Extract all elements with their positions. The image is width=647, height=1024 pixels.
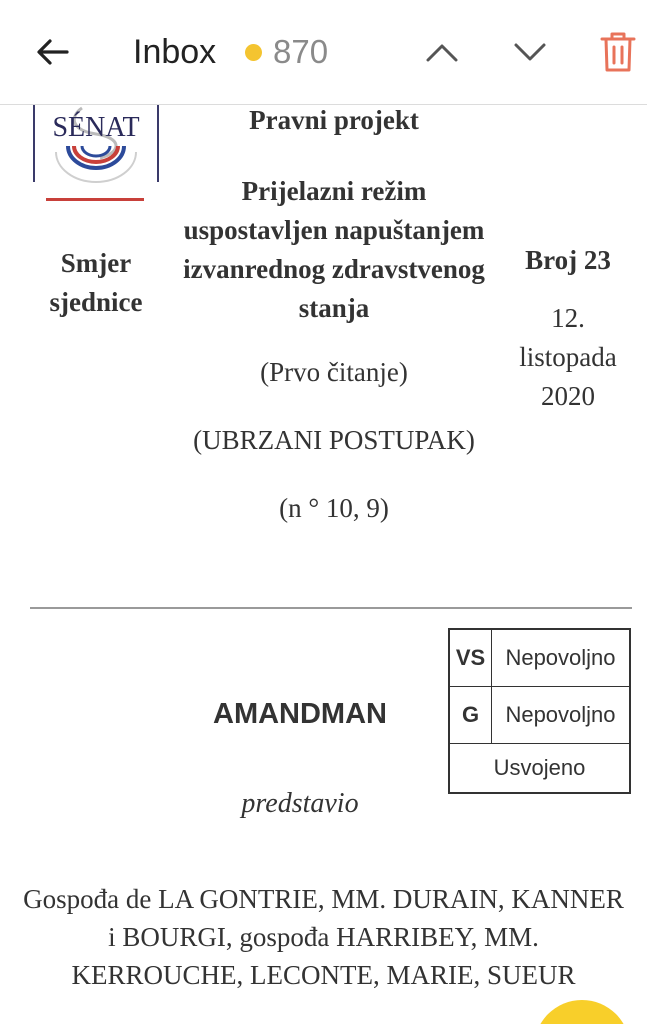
- trash-icon: [596, 28, 640, 76]
- presented-by-label: predstavio: [241, 788, 359, 819]
- session-direction-label: Smjer sjednice: [49, 248, 143, 317]
- floating-action-button[interactable]: [534, 1000, 630, 1024]
- chevron-up-icon: [420, 32, 464, 72]
- status-key: VS: [450, 630, 492, 686]
- status-value: Nepovoljno: [505, 702, 616, 727]
- message-body[interactable]: [0, 104, 647, 1024]
- chevron-down-icon: [508, 32, 552, 72]
- unread-dot: [245, 44, 262, 61]
- back-button[interactable]: [32, 30, 72, 74]
- delete-button[interactable]: [596, 28, 640, 76]
- document-date: 12. listopada 2020: [519, 303, 617, 411]
- document-numbers: (n ° 10, 9): [279, 493, 389, 523]
- document-title: Prijelazni režim uspostavljen napuštanjem izvanrednog zdravstvenog stanja: [183, 176, 485, 323]
- previous-message-button[interactable]: [420, 32, 464, 72]
- document-header: [178, 104, 490, 524]
- svg-text:SÉNAT: SÉNAT: [52, 112, 140, 143]
- status-footer: Usvojeno: [493, 755, 586, 780]
- status-row: [450, 630, 629, 687]
- next-message-button[interactable]: [508, 32, 552, 72]
- status-row: [450, 687, 629, 744]
- reading-label: (Prvo čitanje): [260, 357, 408, 387]
- back-arrow-icon: [35, 37, 69, 67]
- mailbox-title: Inbox: [133, 33, 217, 71]
- status-key: G: [450, 687, 492, 743]
- document-number: Broj 23: [525, 245, 611, 275]
- divider: [30, 607, 632, 609]
- status-value: Nepovoljno: [505, 645, 616, 670]
- logo-underline: [46, 198, 144, 201]
- senat-logo: [30, 104, 162, 196]
- procedure-label: (UBRZANI POSTUPAK): [193, 425, 475, 455]
- project-label: Pravni projekt: [249, 105, 419, 135]
- unread-count: 870: [273, 33, 329, 70]
- status-table: [448, 628, 631, 794]
- authors-list: Gospođa de LA GONTRIE, MM. DURAIN, KANNER i BOURGI, gospođa HARRIBEY, MM. KERROUCHE, LECONTE, MARIE, SUEUR: [23, 884, 624, 990]
- app-header: [0, 0, 647, 105]
- document-meta: [500, 241, 636, 416]
- amendment-heading: AMANDMAN: [213, 698, 387, 730]
